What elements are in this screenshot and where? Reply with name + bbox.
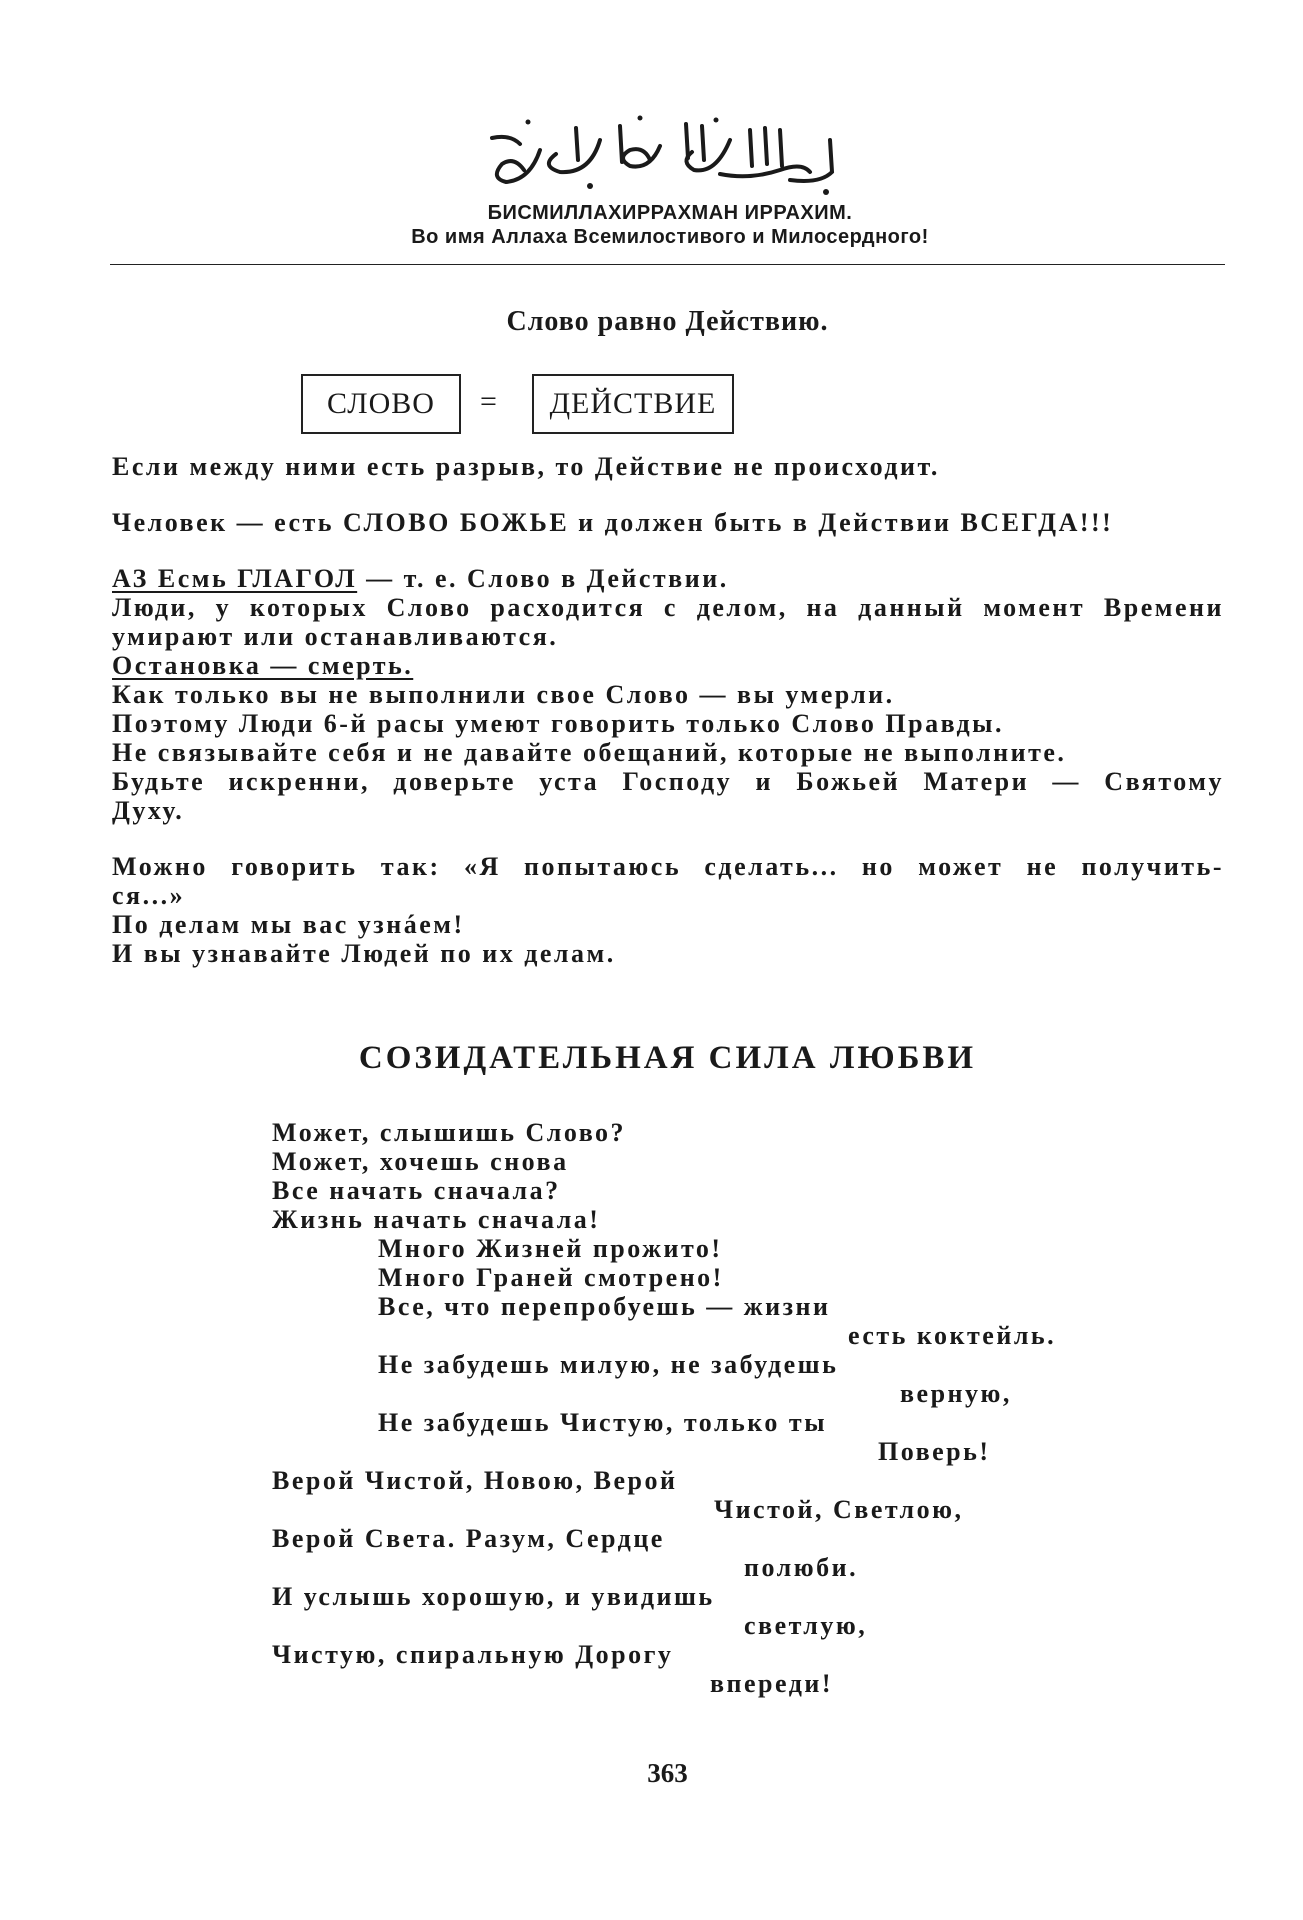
paragraph-line: И вы узнавайте Людей по их делам.	[112, 939, 616, 968]
poem-line: И услышь хорошую, и увидишь	[272, 1582, 715, 1611]
paragraph-man-is-word: Человек — есть СЛОВО БОЖЬЕ и должен быть в Действии ВСЕГДА!!!	[112, 508, 1114, 537]
paragraph-line: Духу.	[112, 796, 185, 825]
poem-line: Все начать сначала?	[272, 1176, 561, 1205]
paragraph-line: ся...»	[112, 881, 186, 910]
paragraph-text: — т. е. Слово в Действии.	[357, 564, 729, 593]
poem-line: Чистой, Светлою,	[714, 1495, 964, 1524]
poem-line: Верой Чистой, Новою, Верой	[272, 1466, 678, 1495]
poem-line: Жизнь начать сначала!	[272, 1205, 601, 1234]
poem-line: Много Граней смотрено!	[378, 1263, 724, 1292]
poem-line: Не забудешь милую, не забудешь	[378, 1350, 839, 1379]
poem-line: Поверь!	[878, 1437, 991, 1466]
poem-line: впереди!	[710, 1669, 834, 1698]
underlined-phrase: АЗ Есмь ГЛАГОЛ	[112, 564, 358, 593]
paragraph-gap: Если между ними есть разрыв, то Действие не происходит.	[112, 452, 940, 481]
paragraph-line: Можно говорить так: «Я попытаюсь сделать... но может не получить-	[112, 852, 1224, 881]
paragraph-people-line-2: умирают или останавливаются.	[112, 622, 559, 651]
equation-left-box: СЛОВО	[301, 374, 461, 434]
bismillah-calligraphy-icon	[480, 100, 850, 200]
paragraph-az-esm	[112, 564, 729, 594]
paragraph-line: По делам мы вас узнáем!	[112, 910, 465, 939]
poem-line: Может, слышишь Слово?	[272, 1118, 627, 1147]
poem-line: верную,	[900, 1379, 1012, 1408]
paragraph-line: Будьте искренни, доверьте уста Господу и Божьей Матери — Святому	[112, 767, 1224, 796]
header-divider	[110, 264, 1225, 265]
paragraph-stop-death: Остановка — смерть.	[112, 651, 414, 680]
poem-line: Чистую, спиральную Дорогу	[272, 1640, 674, 1669]
poem-line: есть коктейль.	[848, 1321, 1057, 1350]
poem-line: полюби.	[744, 1553, 859, 1582]
header-title: БИСМИЛЛАХИРРАХМАН ИРРАХИМ.	[487, 202, 853, 224]
poem-line: Верой Света. Разум, Сердце	[272, 1524, 665, 1553]
poem-line: Много Жизней прожито!	[378, 1234, 723, 1263]
poem-line: Все, что перепробуешь — жизни	[378, 1292, 831, 1321]
poem-line: светлую,	[744, 1611, 868, 1640]
paragraph-line: Не связывайте себя и не давайте обещаний, которые не выполните.	[112, 738, 1067, 767]
section-heading: СОЗИДАТЕЛЬНАЯ СИЛА ЛЮБВИ	[358, 1040, 977, 1076]
paragraph-line: Поэтому Люди 6-й расы умеют говорить только Слово Правды.	[112, 709, 1004, 738]
intro-title: Слово равно Действию.	[506, 306, 829, 337]
equation-right-box: ДЕЙСТВИЕ	[532, 374, 734, 434]
equation-sign: =	[480, 385, 497, 418]
header-subtitle: Во имя Аллаха Всемилостивого и Милосердного!	[411, 226, 929, 248]
paragraph-line: Как только вы не выполнили свое Слово — вы умерли.	[112, 680, 895, 709]
poem-line: Не забудешь Чистую, только ты	[378, 1408, 828, 1437]
paragraph-people-line-1: Люди, у которых Слово расходится с делом, на данный момент Времени	[112, 593, 1224, 622]
poem-line: Может, хочешь снова	[272, 1147, 569, 1176]
page-number: 363	[647, 1758, 688, 1788]
